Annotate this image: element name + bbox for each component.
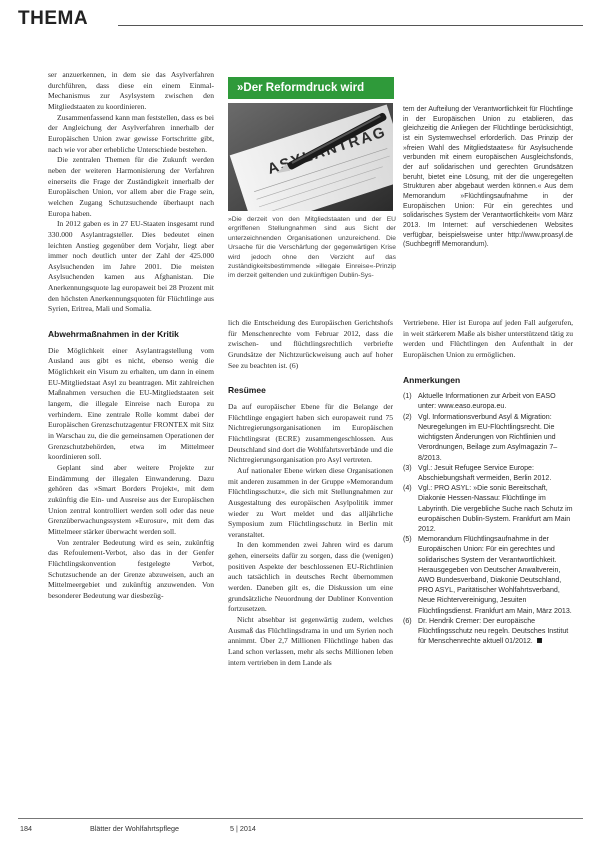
paragraph: Nicht absehbar ist gegenwärtig zudem, welches Ausmaß das Flüchtlingsdrama in und um Syrien noch annimmt. Über 2,7 Millionen Flüchtlinge haben das Land schon verlassen, mehr als sechs Millionen leben intern vertrieben in dem Lande als xyxy=(228,615,393,667)
note-text: Vgl. Informationsverbund Asyl & Migration: Neuregelungen im EU-Flüchtlingsrecht. Die wichtigsten Änderungen von Richtlinien und Verordnungen, Beilage zum Asylmagazin 7–8/2013. xyxy=(418,412,558,462)
paragraph: In 2012 gaben es in 27 EU-Staaten insgesamt rund 330.000 Asylantragsteller. Dies bedeutet einen leichten Anstieg gegenüber dem Vorjahr, liegt aber immer noch deutlich unter der Zahl der 425.000 Asylsuchenden im Jahre 2001. Die meisten Asylsuchenden kamen aus Afghanistan. Die Anerkennungsquote lag europaweit bei 28 Prozent mit den höchsten Anerkennungsquoten für Flüchtlinge aus Syrien, Eritrea, Mali und Somalia. xyxy=(48,219,214,314)
note-item xyxy=(403,463,573,483)
issue-number: 5 | 2014 xyxy=(230,824,256,833)
paragraph: Zusammenfassend kann man feststellen, dass es bei der Angleichung der Asylverfahren innerhalb der Europäischen Union zwar gewisse Fortschritte gibt, nach wie vor aber erhebliche Unterschiede bestehen. xyxy=(48,112,214,154)
note-item xyxy=(403,391,573,411)
notes-heading: Anmerkungen xyxy=(403,374,461,385)
paragraph: Von zentraler Bedeutung wird es sein, zukünftig das Refoulement-Verbot, also das in der Genfer Flüchtlingskonvention festgelegte Verbot, Schutzsuchende an der Grenze abzuweisen, auch an Mittelmeergebiet und zukünftig anzuwenden. Von besonderer Bedeutung war diesbezüg- xyxy=(48,537,214,600)
note-item xyxy=(403,616,573,647)
section-subheading: Resümee xyxy=(228,385,266,396)
paragraph: Die zentralen Themen für die Zukunft werden neben der weiteren Harmonisierung der Verfahren einerseits die Frage der Zuständigkeit innerhalb der Europäischen Union, vor allem aber die Frage sein, welchen Zugang Schutzsuchende überhaupt nach Europa haben. xyxy=(48,155,214,218)
paragraph: Geplant sind aber weitere Projekte zur Eindämmung der illegalen Einwanderung. Dazu gehören das »Smart Borders Projekt«, mit dem zukünftig die Ein- und Ausreise aus der Europäischen Union zentral kontrolliert werden soll oder das neue Grenzüberwachungssystem »Eurosur«, mit dem das Mittelmeer stärker überwacht werden soll. xyxy=(48,462,214,536)
box-side-text xyxy=(403,105,573,320)
note-number: (1) xyxy=(403,392,412,401)
paragraph: ser anzuerkennen, in dem sie das Asylverfahren durchführen, dass diese ein einem Einmal-Mechanismus zur Asylsystem zwischen den Mitgliedstaaten zu koordinieren. xyxy=(48,70,214,111)
note-number: (2) xyxy=(403,412,412,421)
note-text: Vgl.: PRO ASYL: »Die sonic Bereitschaft, Diakonie Hessen-Nassau: Flüchtlinge im Labyrinth. Die vergebliche Suche nach Schutz im europäischen Dublin-System. Frankfurt am Main 2012. xyxy=(418,484,573,533)
column-1 xyxy=(48,70,214,836)
column-2 xyxy=(228,318,393,858)
box-caption: »Die derzeit von den Mitgliedstaaten und der EU ergriffenen Stellungnahmen sind aus Sicht der unterzeichnenden Organisationen unzureichend. Die Ursache für die Verschärfung der gegenwärtigen Krise wird jedoch ohne den Verzicht auf das zuständigkeitsbestimmende »illegale Einreise«-Prinzip im derzeit geltenden und zukünftigen Dublin-Sys- xyxy=(228,216,396,280)
note-number: (5) xyxy=(403,535,412,544)
paragraph: In den kommenden zwei Jahren wird es darum gehen, einerseits dafür zu sorgen, dass die (wenigen) positiven Aspekte der beschlossenen EU-Richtlinien auch tatsächlich in deutsches Recht übernommen werden. Daneben gilt es, die Diskussion um eine grundsätzliche Neuordnung der Dubliner Konvention fortzusetzen. xyxy=(228,540,393,614)
box-title: »Der Reformdruck wird xyxy=(228,77,394,99)
note-text: Memorandum Flüchtlingsaufnahme in der Europäischen Union: Für ein gerechtes und solidarisches System der Verantwortlichkeit. Herausgegeben von Deutscher Anwaltverein, AWO Bundesverband, Diakonie Deutschland, PRO ASYL, Paritätischer Wohlfahrtsverband, Neue Richtervereinigung, Jesuiten Flüchtlingsdienst. Frankfurt am Main, März 2013. xyxy=(418,535,572,615)
column-3 xyxy=(403,318,573,838)
page-number: 184 xyxy=(20,824,32,833)
note-text: Aktuelle Informationen zur Arbeit von EASO unter: www.easo.europa.eu. xyxy=(418,392,556,411)
note-text: Vgl.: Jesuit Refugee Service Europe: Abschiebungshaft vermeiden, Berlin 2012. xyxy=(418,463,552,482)
journal-name: Blätter der Wohlfahrtspflege xyxy=(90,824,179,833)
note-number: (3) xyxy=(403,463,412,472)
notes-list xyxy=(403,391,573,646)
paragraph: Die Möglichkeit einer Asylantragstellung vom Ausland aus gibt es nicht, ebenso wenig die Möglichkeit ein Visum zu erhalten, um dann in einem EU-Mitgliedstaat Asyl zu beantragen. Mit zahlreichen Maßnahmen versuchen die EU-Mitgliedstaaten seit langem, die illegale Einreise nach Europa zu verhindern. Eine zentrale Rolle kommt dabei der Europäischen Grenzschutzagentur FRONTEX mit Sitz in Warschau zu, die die gemeinsamen Operationen der Grenzschutzbehörden, etwa im Mittelmeer koordinieren soll. xyxy=(48,345,214,462)
end-of-article-mark xyxy=(537,638,542,643)
paragraph: Da auf europäischer Ebene für die Belange der Flüchtlinge engagiert haben sich europaweit rund 75 Nichtregierungsorganisationen im Europäischen Flüchtlingsrat (ECRE) zusammengeschlossen. Aus Deutschland sind dort die Wohlfahrtsverbände und die Nichtregierungsorganisation pro Asyl vertreten. xyxy=(228,401,393,465)
note-item xyxy=(403,534,573,616)
note-number: (6) xyxy=(403,616,412,625)
photo-illustration xyxy=(228,103,393,211)
note-item xyxy=(403,412,573,463)
paragraph: lich die Entscheidung des Europäischen Gerichtshofs für Menschenrechte vom Februar 2012, dass die zwischen- und flüchtlingsrechtlich verbriefte Grundsätze der Nichtzurückweisung auch auf hoher See zu beachten ist. (6) xyxy=(228,318,393,370)
paragraph: Vertriebene. Hier ist Europa auf jeden Fall aufgerufen, in weit stärkerem Maße als bisher unterstützend tätig zu werden und Flüchtlingen den Aufenthalt in der Europäischen Union zu ermöglichen. xyxy=(403,318,573,359)
header-rule xyxy=(118,25,583,26)
page-footer xyxy=(18,818,583,835)
note-number: (4) xyxy=(403,484,412,493)
paragraph: Auf nationaler Ebene wirken diese Organisationen mit anderen zusammen in der Gruppe »Memorandum Flüchtlingsschutz«, die sich mit Stellungnahmen zur Ausgestaltung des europäischen Asylpolitik immer wieder zu Wort meldet und das alljährliche Symposium zum Flüchtlingsschutz in Berlin mit veranstaltet. xyxy=(228,465,393,539)
note-item xyxy=(403,483,573,534)
asylum-form-photo xyxy=(228,103,393,211)
section-title: THEMA xyxy=(18,8,89,29)
section-subheading: Abwehrmaßnahmen in der Kritik xyxy=(48,329,179,340)
paragraph: tem der Aufteilung der Verantwortlichkeit für Flüchtlinge in der Europäischen Union zu etablieren, das gleichzeitig die Anliegen der Flüchtlinge berücksichtigt, ist ein Systemwechsel erforderlich. Das Prinzip der »freien Wahl des Mitgliedstaates« für Asylsuchende verbunden mit einem europäischen Ausgleichsfonds, der auf solidarischen und gerechten Grundsätzen beruht, bietet eine Lösung, mit der die ungeregelten Strukturen aber abgebaut werden können.« Aus dem Memorandum »Flüchtlingsaufnahme in der Europäischen Union: Für ein gerechtes und solidarisches System der Verantwortlichkeit« vom März 2013. Im Internet: auf verschiedenen Websites verfügbar, beispielsweise unter http://www.proasyl.de (Suchbegriff Memorandum). xyxy=(403,106,573,249)
note-text: Dr. Hendrik Cremer: Der europäische Flüchtlingsschutz neu regeln. Deutsches Institut für Menschenrechte aktuell 01/2012. xyxy=(418,616,569,646)
